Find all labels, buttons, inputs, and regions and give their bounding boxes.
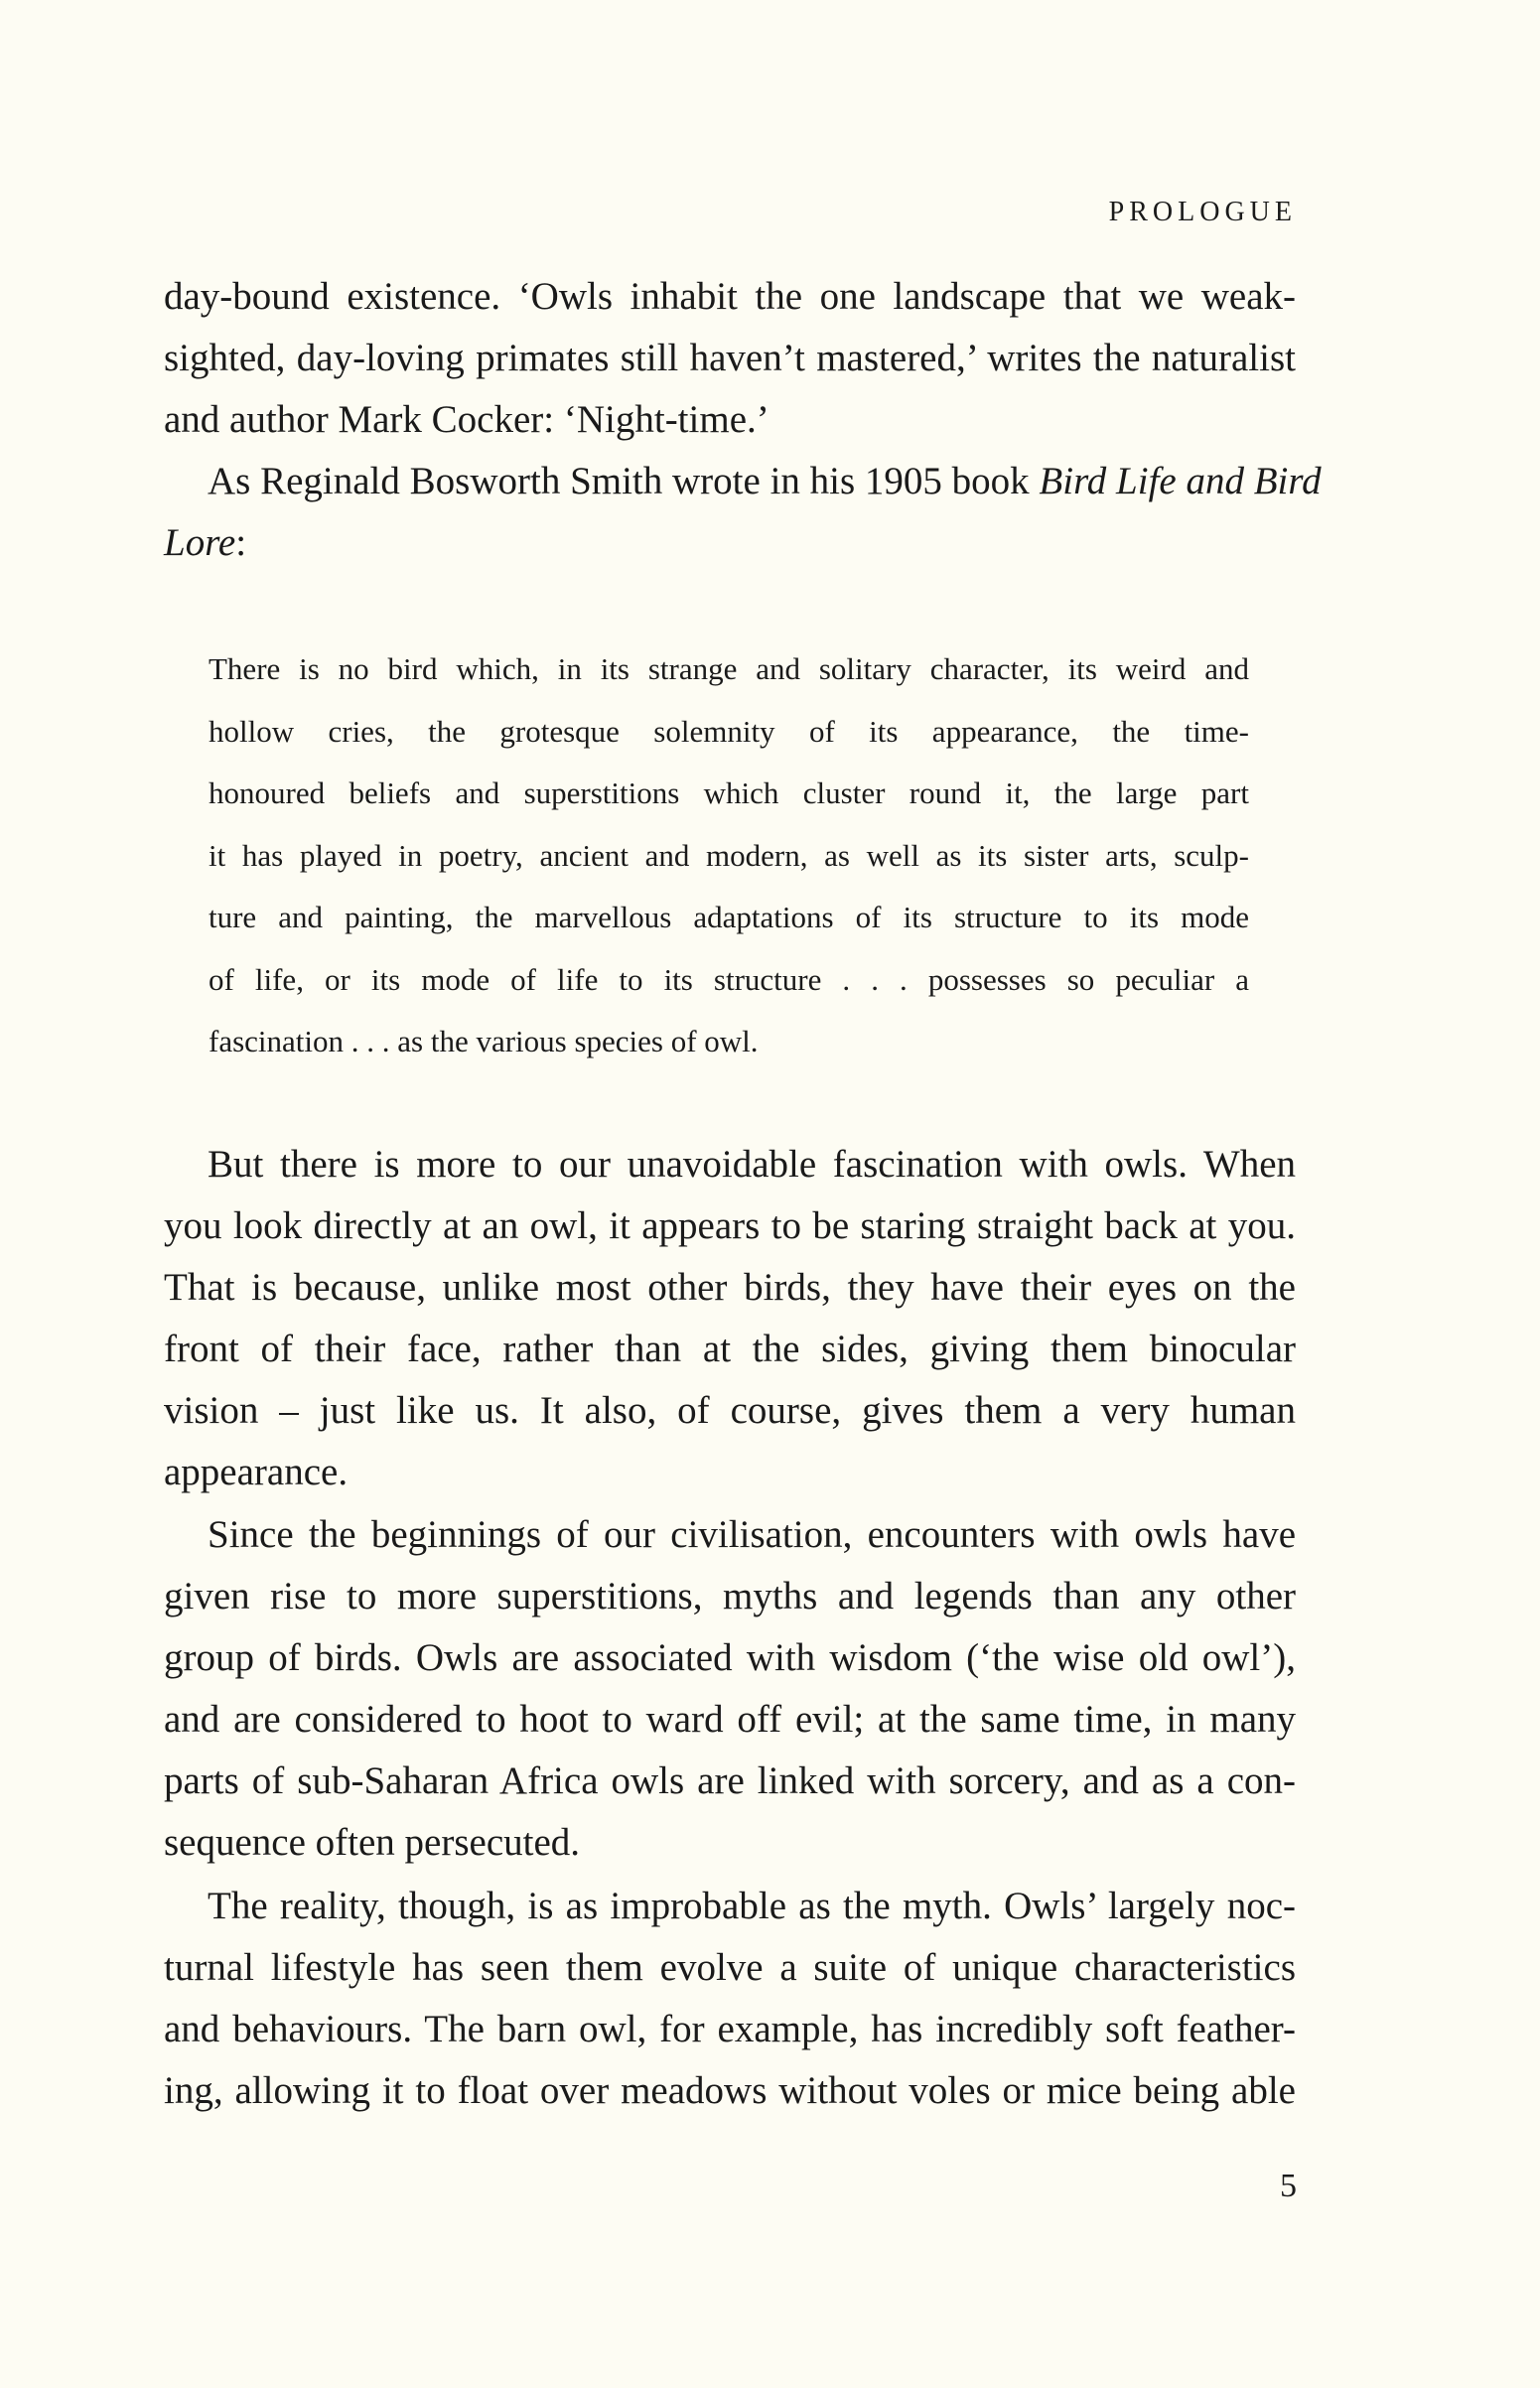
paragraph: [164, 1876, 1296, 2122]
text-line: vision – just like us. It also, of course, gives them a very human: [164, 1389, 1296, 1432]
text-line: [164, 451, 1322, 512]
quote-line: hollow cries, the grotesque solemnity of its appearance, the time-: [209, 713, 1249, 749]
text-roman: :: [235, 521, 247, 564]
page-number: 5: [1280, 2168, 1297, 2204]
text-line: But there is more to our unavoidable fascination with owls. When: [208, 1143, 1296, 1186]
text-line: front of their face, rather than at the sides, giving them binocular: [164, 1328, 1296, 1370]
text-line: and author Mark Cocker: ‘Night-time.’: [164, 398, 770, 441]
text-line: turnal lifestyle has seen them evolve a suite of unique characteristics: [164, 1946, 1296, 1989]
running-head: PROLOGUE: [1108, 197, 1297, 227]
text-line: [164, 512, 1296, 574]
text-line: day-bound existence. ‘Owls inhabit the one landscape that we weak-: [164, 275, 1296, 318]
text-line: The reality, though, is as improbable as the myth. Owls’ largely noc-: [208, 1885, 1296, 1927]
block-quote: [209, 638, 1249, 1073]
quote-line: fascination . . . as the various species of owl.: [209, 1024, 759, 1058]
text-line: and behaviours. The barn owl, for example, has incredibly soft feather-: [164, 2008, 1296, 2050]
quote-line: it has played in poetry, ancient and modern, as well as its sister arts, sculp-: [209, 837, 1249, 873]
text-line: sequence often persecuted.: [164, 1821, 581, 1864]
text-line: appearance.: [164, 1451, 349, 1493]
text-line: ing, allowing it to float over meadows without voles or mice being able: [164, 2069, 1296, 2112]
paragraph-book-reference: [164, 451, 1322, 574]
text-line: sighted, day-loving primates still haven’t mastered,’ writes the naturalist: [164, 337, 1296, 379]
text-line: given rise to more superstitions, myths and legends than any other: [164, 1575, 1296, 1617]
paragraph: [164, 1504, 1296, 1874]
book-title-italic: Bird Life and Bird: [1039, 460, 1322, 502]
quote-line: There is no bird which, in its strange and solitary character, its weird and: [209, 651, 1249, 686]
text-line: and are considered to hoot to ward off evil; at the same time, in many: [164, 1698, 1296, 1741]
quote-line: ture and painting, the marvellous adaptations of its structure to its mode: [209, 900, 1249, 934]
paragraph: [164, 1134, 1296, 1503]
text-line: group of birds. Owls are associated with wisdom (‘the wise old owl’),: [164, 1636, 1296, 1679]
paragraph-continued: [164, 266, 1296, 451]
text-line: That is because, unlike most other birds, they have their eyes on the: [164, 1266, 1296, 1309]
quote-line: honoured beliefs and superstitions which cluster round it, the large part: [209, 775, 1249, 810]
text-line: Since the beginnings of our civilisation, encounters with owls have: [208, 1513, 1296, 1556]
text-line: you look directly at an owl, it appears to be staring straight back at you.: [164, 1204, 1296, 1247]
quote-line: of life, or its mode of life to its structure . . . possesses so peculiar a: [209, 961, 1249, 997]
text-line: parts of sub-Saharan Africa owls are linked with sorcery, and as a con-: [164, 1759, 1296, 1802]
text-roman: As Reginald Bosworth Smith wrote in his 1905 book: [208, 460, 1040, 502]
book-title-italic: Lore: [164, 521, 236, 564]
